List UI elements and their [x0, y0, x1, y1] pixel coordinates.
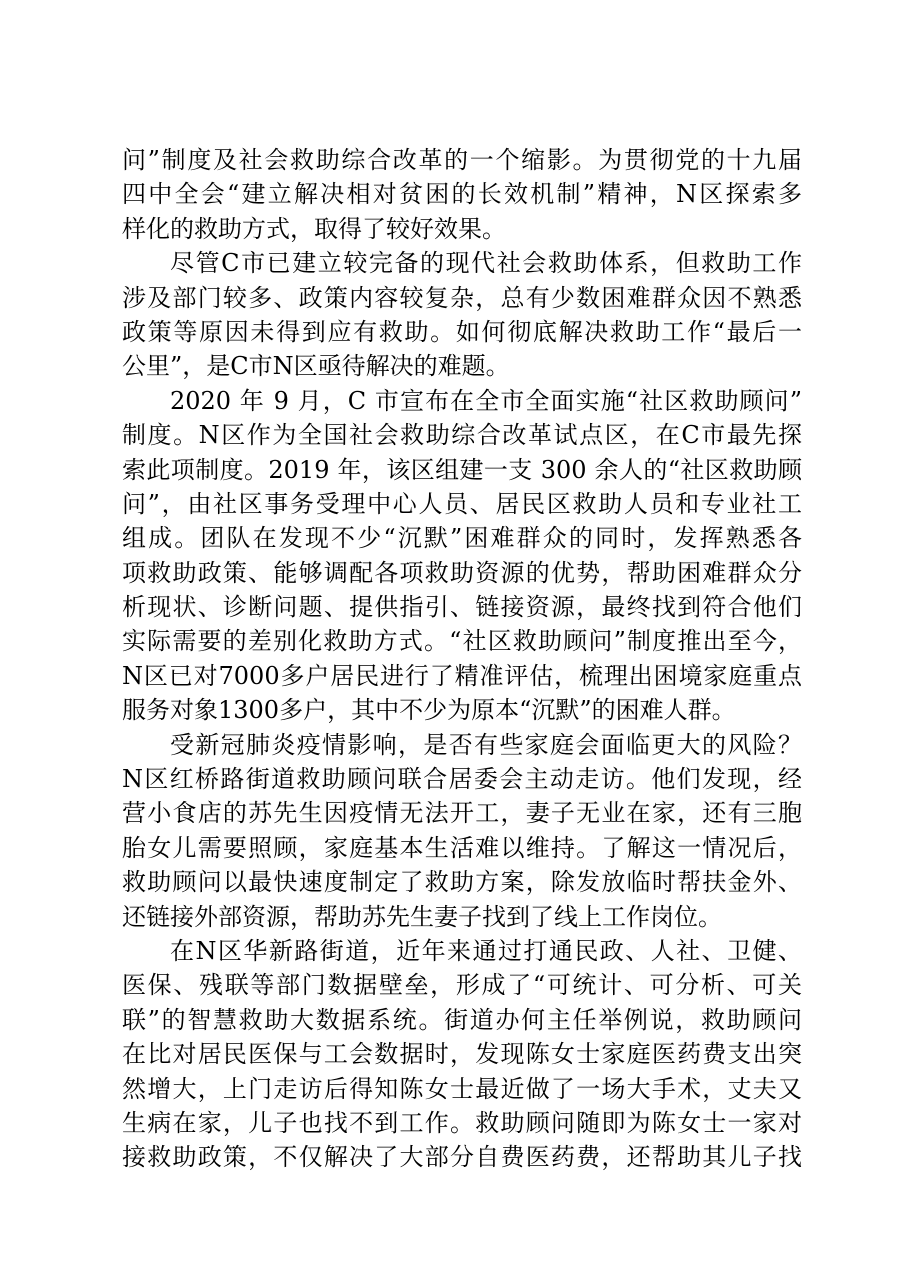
- text-line: 营小食店的苏先生因疫情无法开工，妻子无业在家，还有三胞: [122, 799, 802, 828]
- text-line: 涉及部门较多、政策内容较复杂，总有少数困难群众因不熟悉: [122, 283, 802, 312]
- text-line: 联”的智慧救助大数据系统。街道办何主任举例说，救助顾问: [122, 1005, 802, 1034]
- paragraph: [122, 246, 802, 384]
- text-line: 医保、残联等部门数据壁垒，形成了“可统计、可分析、可关: [122, 971, 802, 1000]
- text-line: 索此项制度。2019 年，该区组建一支 300 余人的“社区救助顾: [122, 455, 802, 484]
- text-line: 接救助政策，不仅解决了大部分自费医药费，还帮助其儿子找: [122, 1143, 802, 1172]
- text-line: 胎女儿需要照顾，家庭基本生活难以维持。了解这一情况后，: [122, 833, 802, 862]
- text-line: 项救助政策、能够调配各项救助资源的优势，帮助困难群众分: [122, 558, 802, 587]
- paragraph: [122, 384, 802, 728]
- text-line: 尽管C市已建立较完备的现代社会救助体系，但救助工作: [170, 249, 802, 278]
- text-line: 四中全会“建立解决相对贫困的长效机制”精神，N区探索多: [122, 180, 802, 209]
- text-line: 在比对居民医保与工会数据时，发现陈女士家庭医药费支出突: [122, 1040, 802, 1069]
- document-body: [122, 143, 802, 1175]
- text-line: 组成。团队在发现不少“沉默”困难群众的同时，发挥熟悉各: [122, 524, 802, 553]
- text-line: N区红桥路街道救助顾问联合居委会主动走访。他们发现，经: [122, 765, 802, 794]
- text-line: 然增大，上门走访后得知陈女士最近做了一场大手术，丈夫又: [122, 1074, 802, 1103]
- text-line: 政策等原因未得到应有救助。如何彻底解决救助工作“最后一: [122, 317, 802, 346]
- paragraph: [122, 728, 802, 934]
- text-line: 生病在家，儿子也找不到工作。救助顾问随即为陈女士一家对: [122, 1108, 802, 1137]
- paragraph: [122, 143, 802, 246]
- text-line: 受新冠肺炎疫情影响，是否有些家庭会面临更大的风险？: [170, 730, 802, 759]
- text-line: 还链接外部资源，帮助苏先生妻子找到了线上工作岗位。: [122, 902, 722, 931]
- text-line: 实际需要的差别化救助方式。“社区救助顾问”制度推出至今，: [122, 627, 802, 656]
- text-line: 析现状、诊断问题、提供指引、链接资源，最终找到符合他们: [122, 593, 802, 622]
- text-line: 制度。N区作为全国社会救助综合改革试点区，在C市最先探: [122, 421, 802, 450]
- text-line: 问”，由社区事务受理中心人员、居民区救助人员和专业社工: [122, 489, 802, 518]
- text-line: 样化的救助方式，取得了较好效果。: [122, 214, 506, 243]
- text-line: 问”制度及社会救助综合改革的一个缩影。为贯彻党的十九届: [122, 146, 802, 174]
- text-line: 服务对象1300多户，其中不少为原本“沉默”的困难人群。: [122, 696, 736, 725]
- text-line: 2020 年 9 月，C 市宣布在全市全面实施“社区救助顾问”: [170, 386, 802, 415]
- text-line: 救助顾问以最快速度制定了救助方案，除发放临时帮扶金外、: [122, 868, 802, 897]
- text-line: 公里”，是C市N区亟待解决的难题。: [122, 352, 510, 381]
- text-line: 在N区华新路街道，近年来通过打通民政、人社、卫健、: [170, 936, 802, 965]
- paragraph: [122, 934, 802, 1175]
- text-line: N区已对7000多户居民进行了精准评估，梳理出困境家庭重点: [122, 661, 802, 690]
